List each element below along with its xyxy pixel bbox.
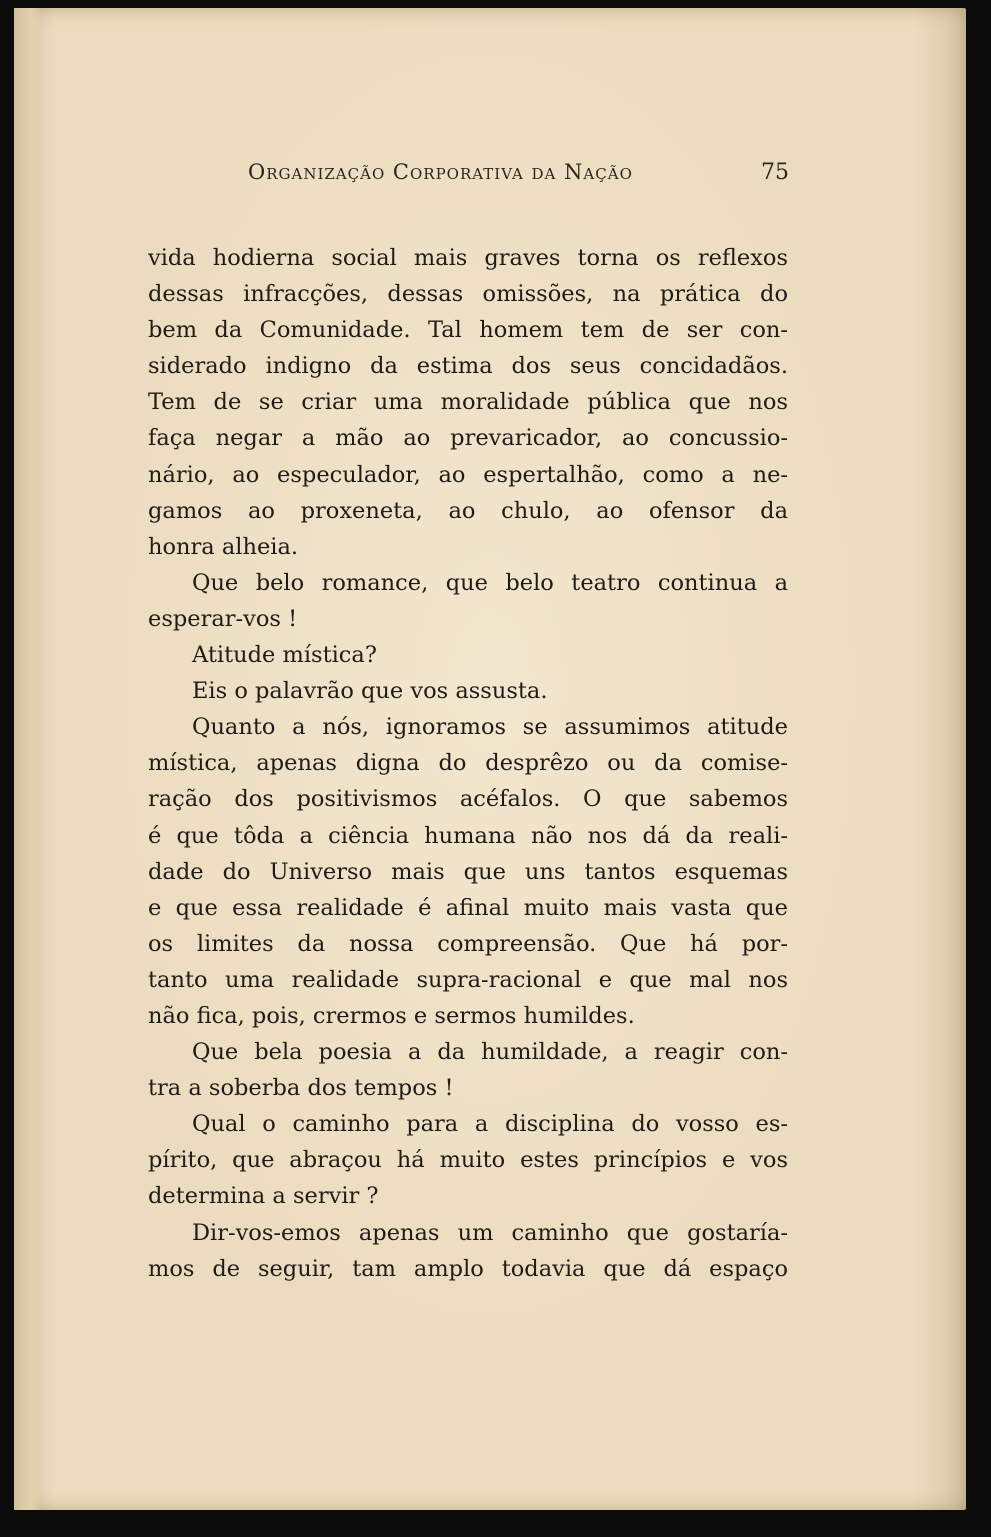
- text-line: e que essa realidade é afinal muito mais vasta que: [148, 894, 788, 921]
- text-line: Dir-vos-emos apenas um caminho que gostaría-: [192, 1219, 788, 1246]
- text-line: ração dos positivismos acéfalos. O que sabemos: [148, 786, 788, 813]
- text-line: bem da Comunidade. Tal homem tem de ser con-: [148, 317, 788, 344]
- text-line: mos de seguir, tam amplo todavia que dá espaço: [148, 1255, 788, 1282]
- text-line: gamos ao proxeneta, ao chulo, ao ofensor da: [148, 497, 788, 524]
- page-number: 75: [761, 160, 789, 185]
- text-line: honra alheia.: [148, 533, 299, 560]
- text-line: Eis o palavrão que vos assusta.: [192, 678, 548, 705]
- text-line: Quanto a nós, ignoramos se assumimos atitude: [192, 714, 788, 741]
- text-line: determina a servir ?: [148, 1183, 379, 1210]
- text-line: os limites da nossa compreensão. Que há por-: [148, 930, 788, 957]
- text-line: faça negar a mão ao prevaricador, ao concussio-: [148, 425, 788, 452]
- text-line: esperar-vos !: [148, 605, 298, 632]
- body-text: [148, 240, 788, 1287]
- text-line: Qual o caminho para a disciplina do vosso es-: [192, 1111, 788, 1138]
- text-line: Que belo romance, que belo teatro continua a: [192, 569, 788, 596]
- text-line: é que tôda a ciência humana não nos dá da reali-: [148, 822, 788, 849]
- text-line: siderado indigno da estima dos seus concidadãos.: [148, 353, 788, 380]
- text-line: tanto uma realidade supra-racional e que mal nos: [148, 966, 788, 993]
- text-line: pírito, que abraçou há muito estes princípios e vos: [148, 1147, 788, 1174]
- text-line: tra a soberba dos tempos !: [148, 1075, 454, 1102]
- text-line: Tem de se criar uma moralidade pública que nos: [148, 389, 788, 416]
- text-line: não fica, pois, crermos e sermos humildes.: [148, 1002, 635, 1029]
- text-line: Atitude mística?: [192, 642, 377, 669]
- text-line: nário, ao especulador, ao espertalhão, como a ne-: [148, 461, 788, 488]
- text-line: Que bela poesia a da humildade, a reagir con-: [192, 1039, 788, 1066]
- text-line: mística, apenas digna do desprêzo ou da comise-: [148, 750, 788, 777]
- text-line: dessas infracções, dessas omissões, na prática do: [148, 281, 788, 308]
- text-line: dade do Universo mais que uns tantos esquemas: [148, 858, 788, 885]
- text-line: vida hodierna social mais graves torna os reflexos: [148, 245, 788, 271]
- page-gutter-shadow: [14, 8, 42, 1510]
- running-header-title: Organização Corporativa da Nação: [248, 160, 633, 184]
